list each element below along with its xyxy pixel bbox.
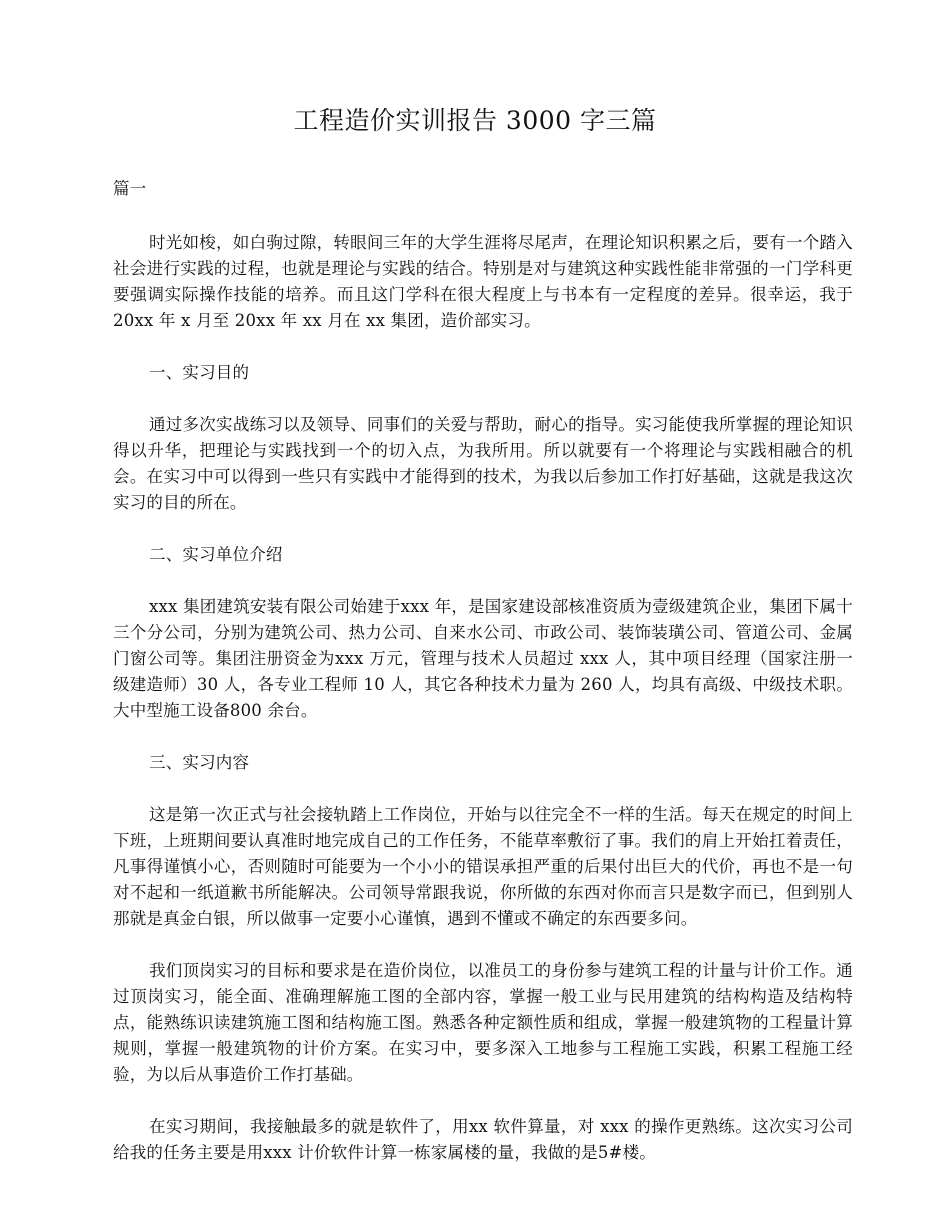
heading-company: 二、实习单位介绍 [149,545,283,564]
paragraph-content-1: 这是第一次正式与社会接轨踏上工作岗位，开始与以往完全不一样的生活。每天在规定的时间上下班，上班期间要认真准时地完成自己的工作任务，不能草率敷衍了事。我们的肩上开始扛着责任，凡事得谨慎小心，否则随时可能要为一个小小的错误承担严重的后果付出巨大的代价，再也不是一句对不起和一纸道歉书所能解决。公司领导常跟我说，你所做的东西对你而言只是数字而已，但到别人那就是真金白银，所以做事一定要小心谨慎，遇到不懂或不确定的东西要多问。 [113,805,853,928]
section-label: 篇一 [113,179,147,198]
intro-paragraph: 时光如梭，如白驹过隙，转眼间三年的大学生涯将尽尾声，在理论知识积累之后，要有一个踏入社会进行实践的过程，也就是理论与实践的结合。特别是对与建筑这种实践性能非常强的一门学科更要强调实际操作技能的培养。而且这门学科在很大程度上与书本有一定程度的差异。很幸运，我于20xx 年 x 月至 20xx 年 xx 月在 xx 集团，造价部实习。 [113,233,853,330]
document-title: 工程造价实训报告 3000 字三篇 [293,106,657,135]
heading-purpose: 一、实习目的 [149,363,250,382]
document-body [113,176,853,1192]
heading-content: 三、实习内容 [149,753,250,772]
paragraph-content-3: 在实习期间，我接触最多的就是软件了，用xx 软件算量，对 xxx 的操作更熟练。这次实习公司给我的任务主要是用xxx 计价软件计算一栋家属楼的量，我做的是5#楼。 [113,1117,853,1162]
paragraph-company: xxx 集团建筑安装有限公司始建于xxx 年，是国家建设部核准资质为壹级建筑企业，集团下属十三个分公司，分别为建筑公司、热力公司、自来水公司、市政公司、装饰装璜公司、管道公司、金属门窗公司等。集团注册资金为xxx 万元，管理与技术人员超过 xxx 人，其中项目经理（国家注册一级建造师）30 人，各专业工程师 10 人，其它各种技术力量为 260 人，均具有高级、中级技术职。大中型施工设备800 余台。 [113,597,853,720]
paragraph-content-2: 我们顶岗实习的目标和要求是在造价岗位，以准员工的身份参与建筑工程的计量与计价工作。通过顶岗实习，能全面、准确理解施工图的全部内容，掌握一般工业与民用建筑的结构构造及结构特点，能熟练识读建筑施工图和结构施工图。熟悉各种定额性质和组成，掌握一般建筑物的工程量计算规则，掌握一般建筑物的计价方案。在实习中，要多深入工地参与工程施工实践，积累工程施工经验，为以后从事造价工作打基础。 [113,961,853,1084]
paragraph-purpose: 通过多次实战练习以及领导、同事们的关爱与帮助，耐心的指导。实习能使我所掌握的理论知识得以升华，把理论与实践找到一个的切入点，为我所用。所以就要有一个将理论与实践相融合的机会。在实习中可以得到一些只有实践中才能得到的技术，为我以后参加工作打好基础，这就是我这次实习的目的所在。 [113,415,853,512]
